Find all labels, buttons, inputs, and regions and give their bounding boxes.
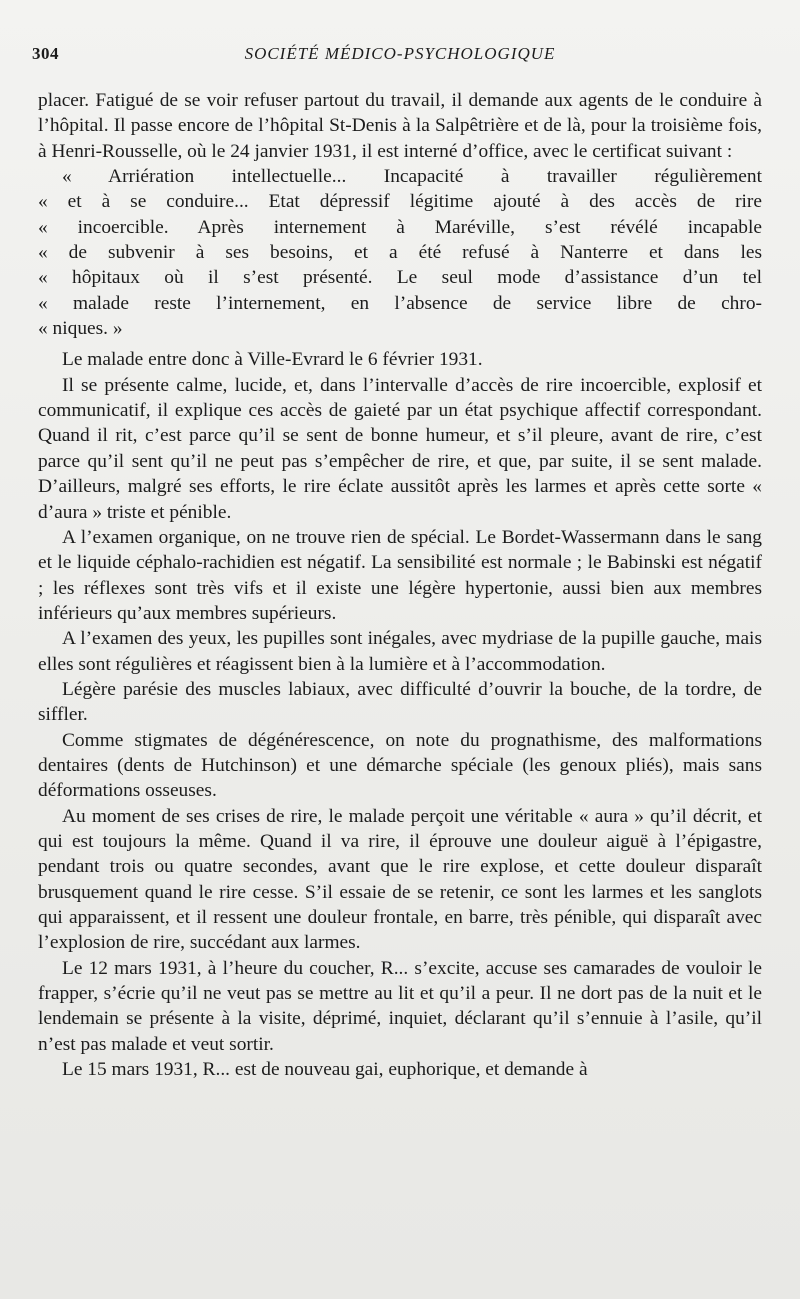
certificate-quote [38,164,762,341]
quote-line: « Arriération intellectuelle... Incapacité à travailler régulièrement [62,166,762,188]
paragraph-5: A l’examen des yeux, les pupilles sont inégales, avec mydriase de la pupille gauche, mais elles sont régulières et réagissent bien à la lumière et à l’accommodation. [38,628,762,675]
quote-line: « hôpitaux où il s’est présenté. Le seul mode d’assistance d’un tel [38,267,762,289]
paragraph-1: placer. Fatigué de se voir refuser partout du travail, il demande aux agents de le conduire à l’hôpital. Il passe encore de l’hôpital St-Denis à la Salpêtrière et de là, pour la troisième fois, à Henri-Rousselle, où le 24 janvier 1931, il est interné d’office, avec le certificat suivant : [38,90,762,162]
quote-line: « et à se conduire... Etat dépressif légitime ajouté à des accès de rire [38,191,762,213]
quote-line: « incoercible. Après internement à Maréville, s’est révélé incapable [38,216,762,238]
page-number: 304 [32,44,59,63]
quote-line: « malade reste l’internement, en l’absence de service libre de chro- [38,292,762,314]
paragraph-9: Le 12 mars 1931, à l’heure du coucher, R... s’excite, accuse ses camarades de vouloir le frapper, s’écrie qu’il ne veut pas se mettre au lit et qu’il a peur. Il ne dort pas de la nuit et le lendemain se présente à la visite, déprimé, inquiet, déclarant qu’il s’ennuie à l’asile, qu’il n’est pas malade et veut sortir. [38,957,762,1055]
paragraph-4: A l’examen organique, on ne trouve rien de spécial. Le Bordet-Wassermann dans le sang et le liquide céphalo-rachidien est négatif. La sensibilité est normale ; le Babinski est négatif ; les réflexes sont très vifs et il existe une légère hypertonie, aussi bien aux membres inférieurs qu’aux membres supérieurs. [38,526,762,624]
paragraph-3: Il se présente calme, lucide, et, dans l’intervalle d’accès de rire incoercible, explosif et communicatif, il explique ces accès de gaieté par un état psychique affectif correspondant. Quand il rit, c’est parce qu’il se sent de bonne humeur, et s’il pleure, avant de rire, c’est parce qu’il sent qu’il ne peut pas s’empêcher de rire, et que, par suite, il se sent malade. D’ailleurs, malgré ses efforts, le rire éclate aussitôt après les larmes et après cette sorte « d’aura » triste et pénible. [38,374,762,523]
paragraph-10: Le 15 mars 1931, R... est de nouveau gai, euphorique, et demande à [62,1059,588,1081]
body-text [38,88,762,1082]
paragraph-8: Au moment de ses crises de rire, le malade perçoit une véritable « aura » qu’il décrit, et qui est toujours la même. Quand il va rire, il éprouve une douleur aiguë à l’épigastre, pendant trois ou quatre secondes, avant que le rire explose, et cette douleur disparaît brusquement quand le rire cesse. S’il essaie de se retenir, ce sont les larmes et les sanglots qui apparaissent, et il ressent une douleur frontale, en barre, très pénible, qui disparaît avec l’explosion de rire, succédant aux larmes. [38,805,762,954]
quote-line: « de subvenir à ses besoins, et a été refusé à Nanterre et dans les [38,242,762,264]
paragraph-6: Légère parésie des muscles labiaux, avec difficulté d’ouvrir la bouche, de la tordre, de siffler. [38,678,762,726]
paragraph-2: Le malade entre donc à Ville-Evrard le 6 février 1931. [62,349,483,371]
paragraph-7: Comme stigmates de dégénérescence, on note du prognathisme, des malformations dentaires (dents de Hutchinson) et une démarche spéciale (les genoux pliés), mais sans déformations osseuses. [38,729,762,802]
running-title: SOCIÉTÉ MÉDICO-PSYCHOLOGIQUE [244,44,556,63]
page-header [32,44,768,74]
quote-line: « niques. » [38,318,123,340]
